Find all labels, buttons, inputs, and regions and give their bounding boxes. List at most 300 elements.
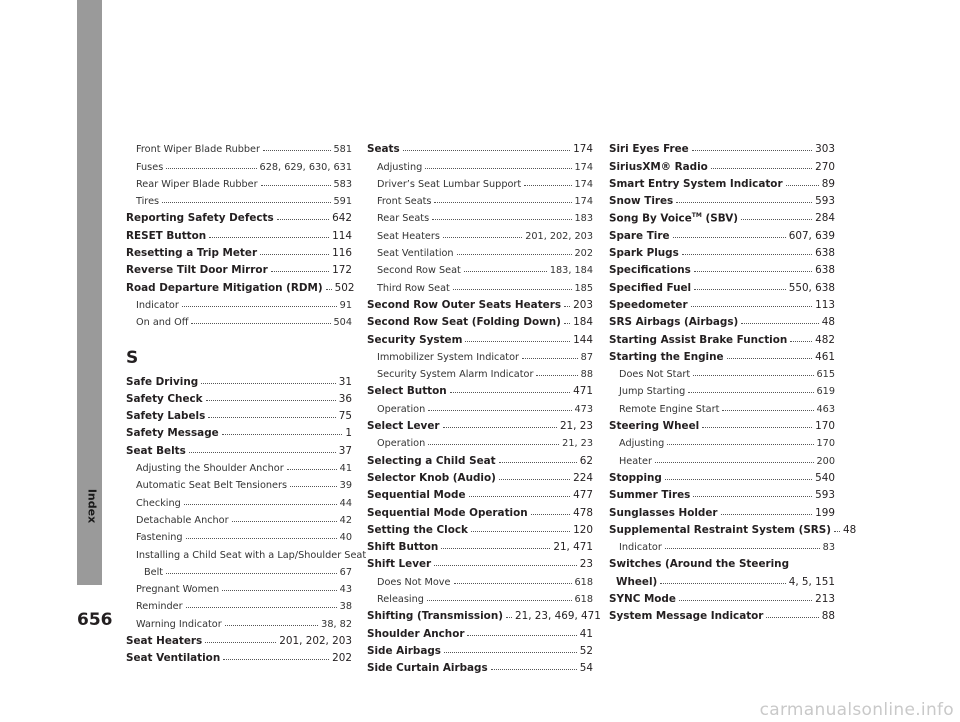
index-term: Rear Wiper Blade Rubber xyxy=(136,178,258,190)
index-pages: 42 xyxy=(339,514,352,526)
index-pages: 88 xyxy=(821,610,835,623)
index-term: Fastening xyxy=(136,532,183,544)
index-pages: 75 xyxy=(338,410,352,423)
index-entry xyxy=(126,388,352,405)
index-pages: 88 xyxy=(580,369,593,381)
index-pages: 41 xyxy=(579,627,593,640)
leader-dots xyxy=(522,358,578,359)
index-pages: 615 xyxy=(816,369,835,381)
leader-dots xyxy=(434,202,571,203)
index-pages: 48 xyxy=(843,523,857,536)
leader-dots xyxy=(201,383,336,384)
leader-dots xyxy=(676,202,812,203)
index-entry xyxy=(367,484,593,501)
leader-dots xyxy=(471,531,570,532)
index-pages: 38, 82 xyxy=(321,618,352,630)
index-entry xyxy=(126,405,352,422)
index-entry xyxy=(609,346,835,363)
index-term: Reporting Safety Defects xyxy=(126,212,274,225)
index-entry xyxy=(367,657,593,674)
index-term: Supplemental Restraint System (SRS) xyxy=(609,523,832,536)
index-term: Adjusting xyxy=(377,161,423,173)
index-entry xyxy=(126,509,352,526)
leader-dots xyxy=(457,254,572,255)
index-term: Second Row Seat (Folding Down) xyxy=(367,316,561,329)
index-entry xyxy=(126,311,352,328)
index-pages: 23 xyxy=(579,558,593,571)
index-pages: 170 xyxy=(816,438,835,450)
leader-dots xyxy=(450,392,570,393)
leader-dots xyxy=(531,514,571,515)
index-entry xyxy=(609,242,835,259)
leader-dots xyxy=(223,659,329,660)
index-term: Tires xyxy=(136,196,160,208)
index-column-2 xyxy=(367,138,601,675)
index-pages: 83 xyxy=(822,542,835,554)
index-pages: 43 xyxy=(339,584,352,596)
leader-dots xyxy=(186,607,337,608)
leader-dots xyxy=(673,237,786,238)
index-term: Seat Ventilation xyxy=(126,652,221,665)
index-entry xyxy=(609,190,835,207)
leader-dots xyxy=(692,150,812,151)
index-term: Seat Heaters xyxy=(126,635,203,648)
index-term: Releasing xyxy=(377,594,424,606)
index-pages: 461 xyxy=(815,350,835,363)
index-column-1 xyxy=(126,138,367,665)
leader-dots xyxy=(694,289,786,290)
leader-dots xyxy=(225,625,318,626)
index-pages: 202 xyxy=(574,248,593,260)
index-entry xyxy=(367,380,593,397)
index-entry xyxy=(367,207,593,224)
index-pages: 21, 23, 469, 471 xyxy=(514,610,601,623)
index-term: Detachable Anchor xyxy=(136,514,229,526)
leader-dots xyxy=(691,306,813,307)
index-pages: 174 xyxy=(574,196,593,208)
leader-dots xyxy=(166,168,256,169)
index-entry xyxy=(126,242,352,259)
index-pages: 593 xyxy=(815,195,835,208)
index-term: Security System Alarm Indicator xyxy=(377,369,534,381)
index-entry xyxy=(609,449,835,466)
index-pages: 21, 23 xyxy=(562,438,593,450)
index-pages: 91 xyxy=(339,299,352,311)
index-entry xyxy=(367,328,593,345)
index-entry xyxy=(126,595,352,612)
col1-group-d xyxy=(126,561,352,665)
index-pages: 270 xyxy=(815,160,835,173)
leader-dots xyxy=(688,392,813,393)
index-entry xyxy=(367,311,593,328)
index-pages: 213 xyxy=(815,593,835,606)
index-term: Fuses xyxy=(136,161,164,173)
index-entry xyxy=(609,588,835,605)
leader-dots xyxy=(290,486,337,487)
leader-dots xyxy=(564,306,570,307)
index-term: Belt xyxy=(144,566,164,578)
index-term: Setting the Clock xyxy=(367,523,468,536)
index-pages: 54 xyxy=(579,662,593,675)
index-entry xyxy=(367,449,593,466)
index-entry xyxy=(367,432,593,449)
index-entry-wrapped-line: Switches (Around the Steering xyxy=(609,558,790,571)
index-pages: 200 xyxy=(816,455,835,467)
index-pages: 618 xyxy=(574,576,593,588)
page-number: 656 xyxy=(77,610,113,630)
index-term: Adjusting the Shoulder Anchor xyxy=(136,463,284,475)
index-entry xyxy=(609,311,835,328)
index-pages: 144 xyxy=(573,333,593,346)
leader-dots xyxy=(184,504,337,505)
index-pages: 628, 629, 630, 631 xyxy=(259,161,352,173)
index-pages: 67 xyxy=(339,566,352,578)
col1-group-a xyxy=(126,138,355,329)
leader-dots xyxy=(682,254,812,255)
index-pages: 502 xyxy=(334,281,355,294)
index-term: Immobilizer System Indicator xyxy=(377,351,520,363)
col1-group-c xyxy=(126,526,352,543)
index-term: Road Departure Mitigation (RDM) xyxy=(126,281,323,294)
index-pages: 473 xyxy=(574,403,593,415)
leader-dots xyxy=(209,237,329,238)
index-entry xyxy=(367,294,593,311)
index-pages: 581 xyxy=(333,144,352,156)
leader-dots xyxy=(189,452,336,453)
index-term: Shift Button xyxy=(367,541,439,554)
index-entry xyxy=(367,190,593,207)
index-column-3 xyxy=(609,138,857,623)
leader-dots xyxy=(741,323,818,324)
index-pages: 463 xyxy=(816,403,835,415)
index-pages: 550, 638 xyxy=(788,281,835,294)
index-pages: 62 xyxy=(579,454,593,467)
index-entry xyxy=(126,439,352,456)
leader-dots xyxy=(222,434,343,435)
index-entry xyxy=(367,363,593,380)
index-term: Front Seats xyxy=(377,196,432,208)
index-pages: 36 xyxy=(338,392,352,405)
leader-dots xyxy=(428,444,559,445)
index-entry xyxy=(126,526,352,543)
index-entry xyxy=(367,570,593,587)
index-term: Siri Eyes Free xyxy=(609,143,689,156)
index-term: Snow Tires xyxy=(609,195,674,208)
index-term: Reminder xyxy=(136,601,183,613)
index-pages: 201, 202, 203 xyxy=(279,635,352,648)
index-entry xyxy=(367,259,593,276)
index-entry xyxy=(367,467,593,484)
index-term: Select Lever xyxy=(367,420,440,433)
index-term: Third Row Seat xyxy=(377,282,450,294)
index-term: Summer Tires xyxy=(609,489,691,502)
index-entry xyxy=(126,207,352,224)
index-term: Reverse Tilt Door Mirror xyxy=(126,264,268,277)
index-pages: 482 xyxy=(815,333,835,346)
index-term: Spare Tire xyxy=(609,229,670,242)
index-term: Sunglasses Holder xyxy=(609,506,718,519)
section-letter-s: S xyxy=(126,348,139,369)
leader-dots xyxy=(260,254,329,255)
index-term: Resetting a Trip Meter xyxy=(126,247,258,260)
index-term: Warning Indicator xyxy=(136,618,222,630)
index-entry xyxy=(609,173,835,190)
index-pages: 284 xyxy=(815,212,835,225)
index-pages: 52 xyxy=(579,644,593,657)
leader-dots xyxy=(665,548,820,549)
index-pages: 471 xyxy=(573,385,593,398)
leader-dots xyxy=(263,150,331,151)
index-pages: 116 xyxy=(332,247,352,260)
leader-dots xyxy=(444,652,577,653)
index-pages: 31 xyxy=(338,375,352,388)
index-entry xyxy=(367,588,593,605)
leader-dots xyxy=(443,427,557,428)
index-pages: 638 xyxy=(815,264,835,277)
index-term: Steering Wheel xyxy=(609,420,700,433)
index-entry xyxy=(367,640,593,657)
index-pages: 619 xyxy=(816,386,835,398)
index-pages: 184 xyxy=(573,316,593,329)
leader-dots xyxy=(453,289,572,290)
index-pages: 303 xyxy=(815,143,835,156)
index-entry xyxy=(609,432,835,449)
leader-dots xyxy=(467,635,576,636)
index-pages: 183 xyxy=(574,213,593,225)
leader-dots xyxy=(205,642,276,643)
index-pages: 591 xyxy=(333,196,352,208)
index-pages: 174 xyxy=(574,178,593,190)
index-pages: 642 xyxy=(332,212,352,225)
index-term: Safe Driving xyxy=(126,375,199,388)
leader-dots xyxy=(786,185,819,186)
index-term: SiriusXM® Radio xyxy=(609,160,708,173)
leader-dots xyxy=(425,168,571,169)
index-pages: 120 xyxy=(573,523,593,536)
index-term: Spark Plugs xyxy=(609,247,679,260)
index-entry xyxy=(609,397,835,414)
index-pages: 40 xyxy=(339,532,352,544)
leader-dots xyxy=(790,341,812,342)
index-term: Front Wiper Blade Rubber xyxy=(136,144,260,156)
index-entry xyxy=(126,276,355,294)
index-entry xyxy=(126,647,352,664)
watermark: carmanualsonline.info xyxy=(759,700,954,720)
leader-dots xyxy=(536,375,577,376)
index-term: Indicator xyxy=(619,542,662,554)
index-pages: 1 xyxy=(345,427,352,440)
index-entry xyxy=(609,501,835,518)
index-pages: 477 xyxy=(573,489,593,502)
leader-dots xyxy=(834,531,840,532)
index-pages: 540 xyxy=(815,471,835,484)
index-term: Security System xyxy=(367,333,463,346)
leader-dots xyxy=(432,219,571,220)
index-pages: 89 xyxy=(821,177,835,190)
index-term: SRS Airbags (Airbags) xyxy=(609,316,739,329)
index-pages: 37 xyxy=(338,444,352,457)
index-entry xyxy=(126,224,352,241)
index-pages: 183, 184 xyxy=(549,265,593,277)
leader-dots xyxy=(702,427,812,428)
index-entry xyxy=(126,259,352,276)
index-entry xyxy=(126,474,352,491)
index-pages: 41 xyxy=(339,463,352,475)
leader-dots xyxy=(564,323,570,324)
index-entry xyxy=(367,224,593,241)
index-term: Starting the Engine xyxy=(609,350,724,363)
leader-dots xyxy=(711,168,812,169)
index-entry xyxy=(367,501,593,518)
leader-dots xyxy=(191,323,330,324)
index-pages: 170 xyxy=(815,420,835,433)
index-pages: 113 xyxy=(815,298,835,311)
index-pages: 21, 471 xyxy=(553,541,593,554)
index-term: Does Not Move xyxy=(377,576,451,588)
leader-dots xyxy=(261,185,331,186)
index-term: Automatic Seat Belt Tensioners xyxy=(136,480,288,492)
index-pages: 174 xyxy=(573,143,593,156)
index-entry xyxy=(367,397,593,414)
index-pages: 172 xyxy=(332,264,352,277)
index-entry xyxy=(126,155,352,172)
index-entry xyxy=(367,276,593,293)
index-entry xyxy=(126,612,352,629)
leader-dots xyxy=(277,219,329,220)
leader-dots xyxy=(464,271,547,272)
leader-dots xyxy=(499,479,570,480)
index-term: Smart Entry System Indicator xyxy=(609,177,783,190)
leader-dots xyxy=(206,400,336,401)
leader-dots xyxy=(428,410,571,411)
leader-dots xyxy=(222,590,337,591)
index-entry xyxy=(126,370,352,387)
index-entry xyxy=(609,415,835,432)
index-pages: 4, 5, 151 xyxy=(788,575,835,588)
index-entry xyxy=(609,519,857,536)
col2-group xyxy=(367,138,601,675)
index-term: Seat Heaters xyxy=(377,230,440,242)
index-entry xyxy=(609,380,835,397)
index-pages: 44 xyxy=(339,497,352,509)
index-entry xyxy=(126,294,352,311)
index-term: Seat Ventilation xyxy=(377,248,454,260)
leader-dots xyxy=(766,617,818,618)
index-pages: 593 xyxy=(815,489,835,502)
index-pages: 618 xyxy=(574,594,593,606)
index-term: RESET Button xyxy=(126,229,207,242)
index-pages: 583 xyxy=(333,178,352,190)
index-term: Sequential Mode xyxy=(367,489,466,502)
index-entry xyxy=(367,622,593,639)
index-entry xyxy=(367,173,593,190)
index-term: Indicator xyxy=(136,299,179,311)
leader-dots xyxy=(694,271,812,272)
index-entry xyxy=(609,224,835,241)
index-entry xyxy=(609,328,835,345)
index-term: Shoulder Anchor xyxy=(367,627,465,640)
index-entry xyxy=(367,155,593,172)
index-term: Select Button xyxy=(367,385,447,398)
index-term: Shift Lever xyxy=(367,558,432,571)
index-term: Selecting a Child Seat xyxy=(367,454,496,467)
leader-dots xyxy=(166,573,337,574)
leader-dots xyxy=(693,496,812,497)
leader-dots xyxy=(162,202,330,203)
index-term: Heater xyxy=(619,455,652,467)
index-pages: 202 xyxy=(332,652,352,665)
index-entry xyxy=(609,536,835,553)
index-term: Stopping xyxy=(609,471,662,484)
leader-dots xyxy=(499,462,577,463)
leader-dots xyxy=(491,669,577,670)
index-pages: 48 xyxy=(821,316,835,329)
leader-dots xyxy=(326,289,332,290)
index-term: Adjusting xyxy=(619,438,665,450)
index-tab-label: Index xyxy=(85,488,99,524)
index-entry xyxy=(609,484,835,501)
index-entry xyxy=(367,605,601,623)
col1-group-b xyxy=(126,370,352,526)
leader-dots xyxy=(465,341,570,342)
leader-dots xyxy=(665,479,812,480)
index-term: Starting Assist Brake Function xyxy=(609,333,788,346)
index-pages: 87 xyxy=(580,351,593,363)
leader-dots xyxy=(741,219,812,220)
index-entry xyxy=(367,242,593,259)
index-entry xyxy=(367,536,593,553)
index-pages: 224 xyxy=(573,471,593,484)
index-term: Sequential Mode Operation xyxy=(367,506,528,519)
leader-dots xyxy=(727,358,813,359)
index-pages: 185 xyxy=(574,282,593,294)
leader-dots xyxy=(403,150,570,151)
index-entry xyxy=(609,259,835,276)
index-term: Operation xyxy=(377,403,426,415)
leader-dots xyxy=(660,583,785,584)
leader-dots xyxy=(469,496,571,497)
index-pages: 478 xyxy=(573,506,593,519)
index-term: Seat Belts xyxy=(126,444,186,457)
index-pages: 638 xyxy=(815,247,835,260)
index-term: Driver’s Seat Lumbar Support xyxy=(377,178,522,190)
index-term: Pregnant Women xyxy=(136,584,220,596)
leader-dots xyxy=(208,417,335,418)
index-term: Selector Knob (Audio) xyxy=(367,471,496,484)
index-term: Song By Voice™ (SBV) xyxy=(609,212,738,225)
index-term: Does Not Start xyxy=(619,369,691,381)
col3-group-c xyxy=(609,570,835,622)
index-entry xyxy=(609,276,835,293)
index-term: Safety Labels xyxy=(126,410,206,423)
index-entry xyxy=(609,605,835,622)
index-entry xyxy=(126,630,352,647)
leader-dots xyxy=(186,538,337,539)
leader-dots xyxy=(722,410,813,411)
col3-group-a xyxy=(609,138,835,207)
leader-dots xyxy=(232,521,337,522)
index-term: Side Airbags xyxy=(367,644,441,657)
index-entry xyxy=(126,422,352,439)
leader-dots xyxy=(655,462,814,463)
index-entry xyxy=(609,570,835,587)
index-term: Side Curtain Airbags xyxy=(367,662,488,675)
leader-dots xyxy=(182,306,337,307)
leader-dots xyxy=(441,548,550,549)
col3-group-b xyxy=(609,224,857,554)
index-term: Second Row Outer Seats Heaters xyxy=(367,298,562,311)
index-entry xyxy=(126,561,352,578)
